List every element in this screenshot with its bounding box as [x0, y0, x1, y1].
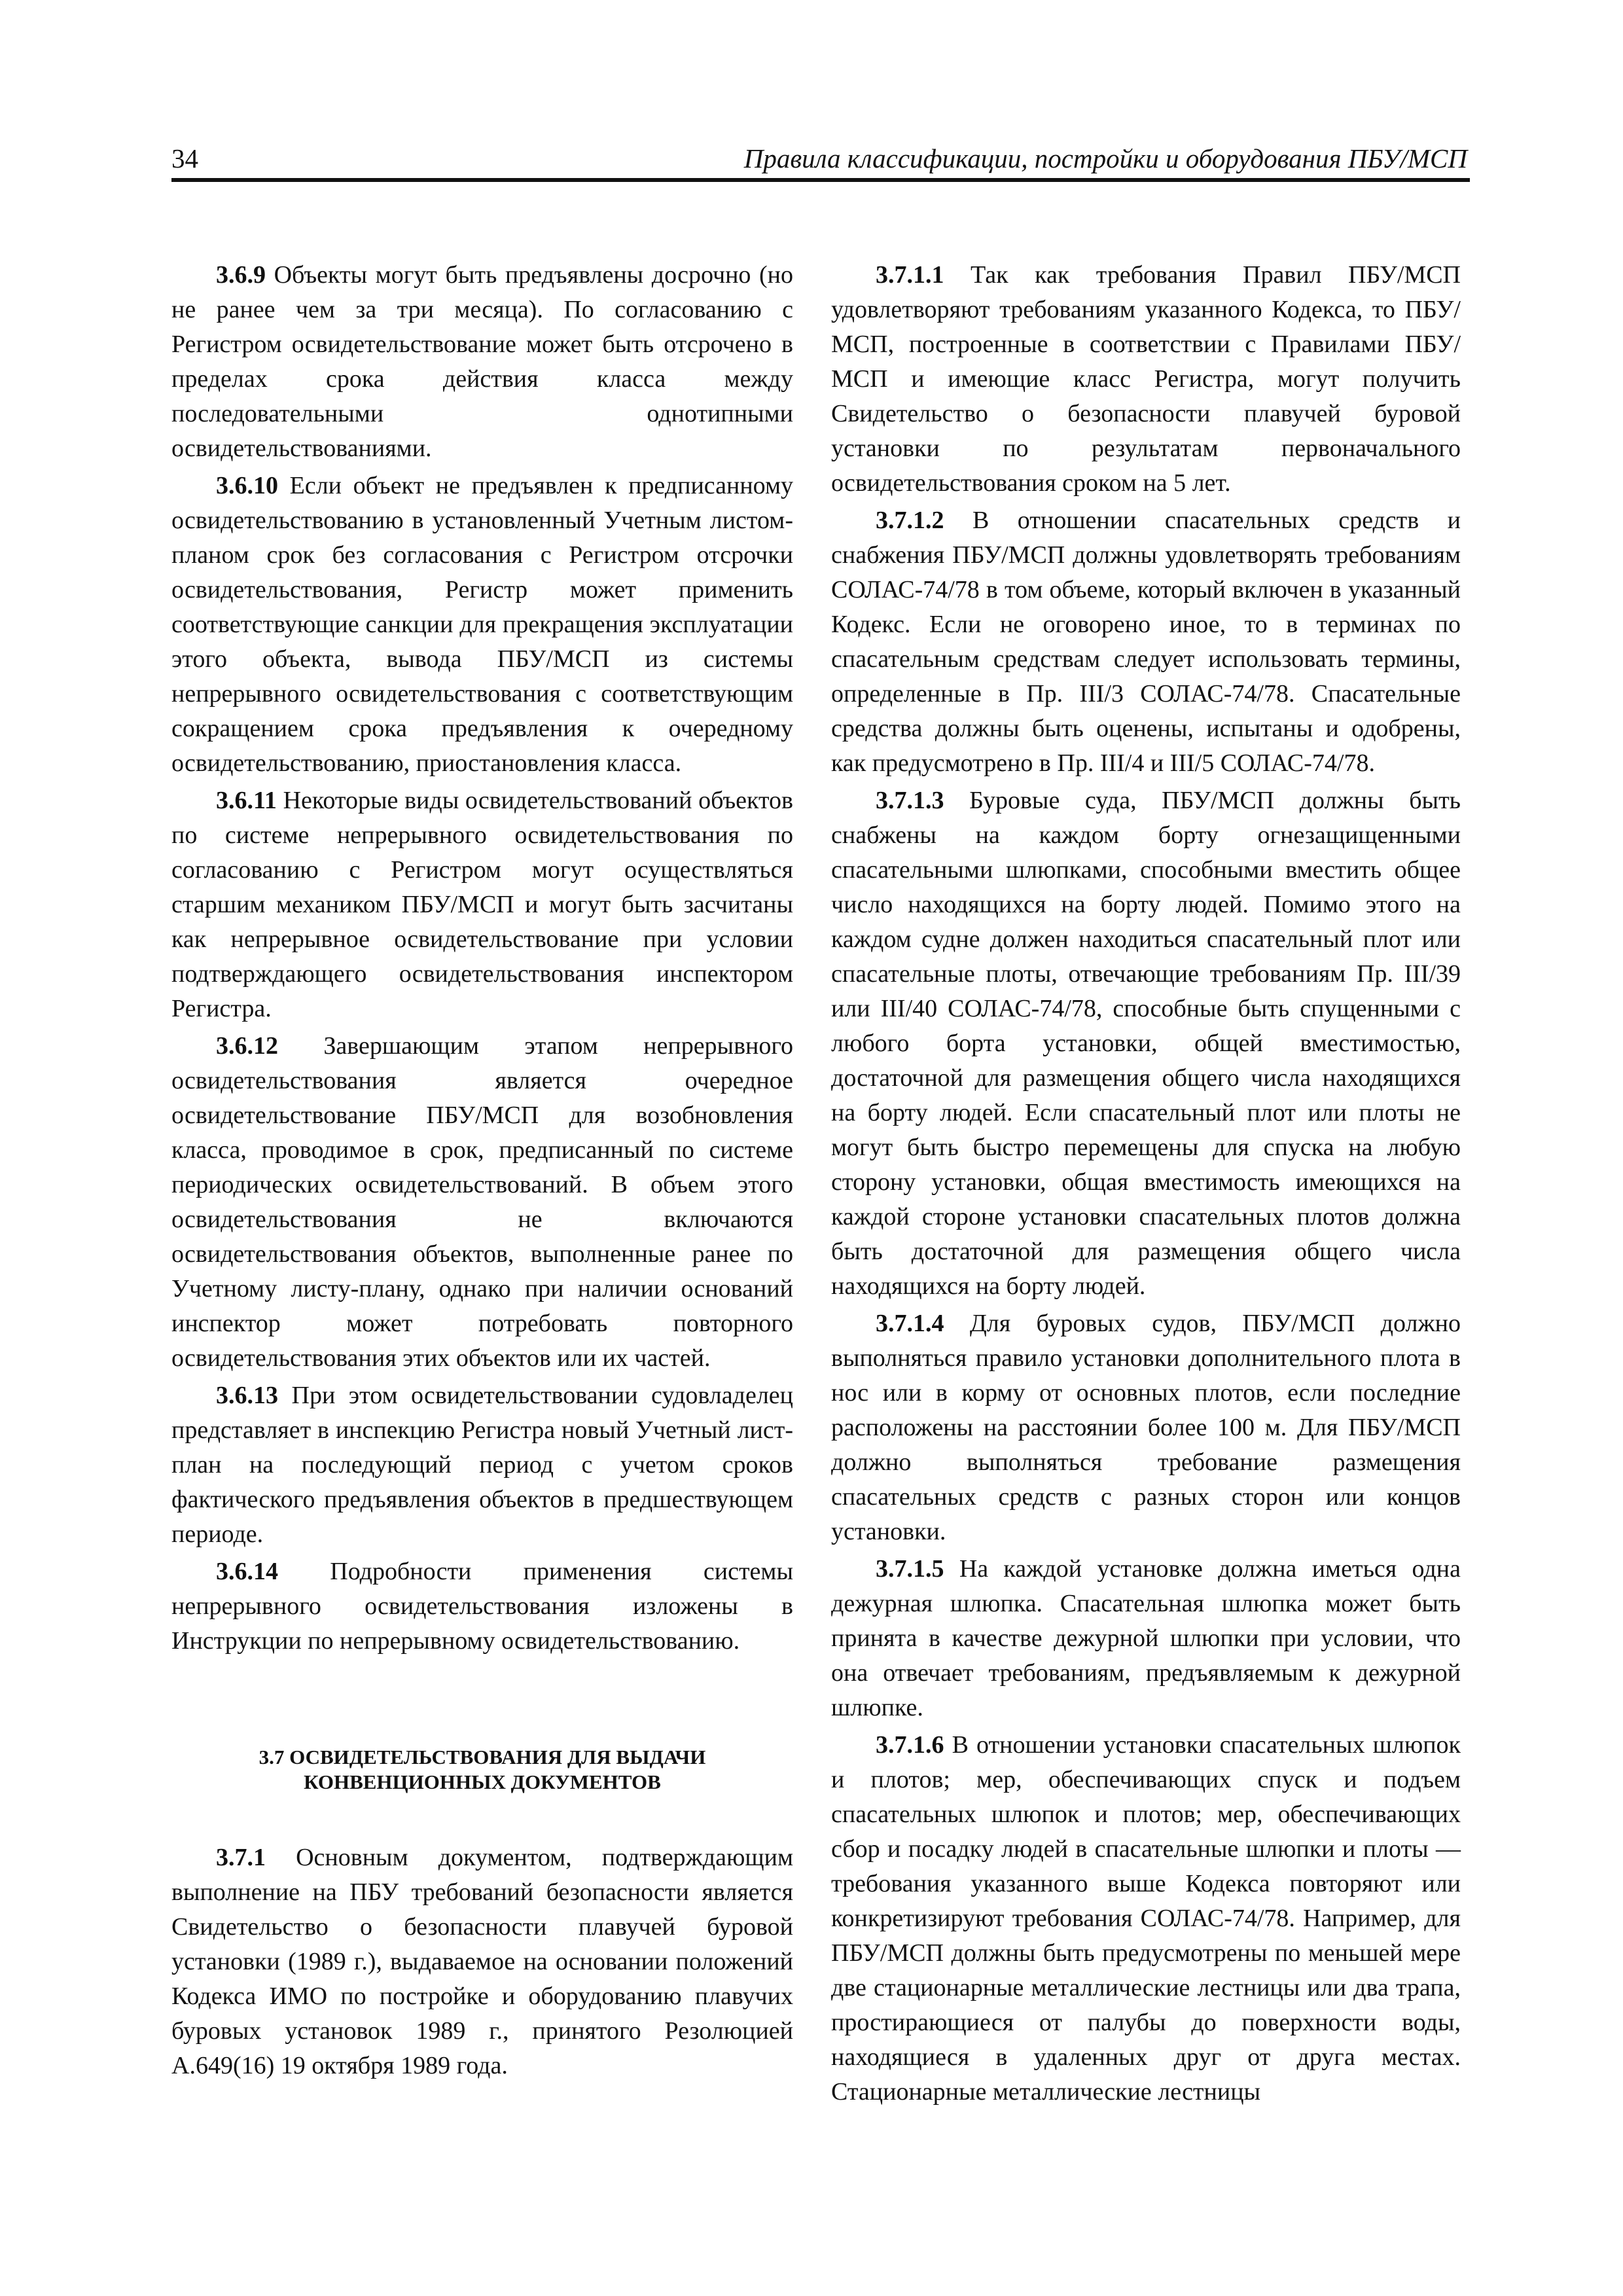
paragraph-text: В отношении установки спасательных шлюпок и плотов; мер, обеспечивающих спуск и подъем спасательных шлюпок и плотов; мер, обеспечивающих сбор и посадку людей в спасательные шлюпки и плоты — требования указанного выше Кодекса повторяют или конкретизируют требования СОЛАС-74/78. Например, для ПБУ/МСП должны быть предусмотрены по меньшей мере две стационарные металлические лестницы или два трапа, простирающиеся от палубы до поверхности воды, находящиеся в удаленных друг от друга местах. Стационарные металлические лестницы	[831, 1731, 1461, 2106]
paragraph-number: 3.6.14	[216, 1558, 278, 1585]
paragraph-number: 3.6.12	[216, 1032, 278, 1060]
paragraph-number: 3.7.1.5	[876, 1555, 944, 1583]
paragraph-text: Буровые суда, ПБУ/МСП должны быть снабжены на каждом борту огнезащищенными спасательными шлюпками, способными вместить общее число находящихся на борту людей. Помимо этого на каждом судне должен находиться спасательный плот или спасательные плоты, отвечающие требованиям Пр. III/39 или III/40 СОЛАС-74/78, способные быть спущенными с любого борта установки, общей вместимостью, достаточной для размещения общего числа находящихся на борту людей. Если спасательный плот или плоты не могут быть быстро перемещены для спуска на любую сторону установки, общая вместимость имеющихся на каждой стороне установки спасательных плотов должна быть достаточной для размещения общего числа находящихся на борту людей.	[831, 787, 1461, 1300]
paragraph-3-6-12	[171, 1029, 793, 1376]
paragraph-3-6-14	[171, 1554, 793, 1659]
paragraph-3-6-10	[171, 469, 793, 781]
paragraph-text: Завершающим этапом непрерывного освидетельствования является очередное освидетельствование ПБУ/МСП для возобновления класса, проводимое в срок, предписанный по системе периодических освидетельствований. В объем этого освидетельствования не включаются освидетельствования объектов, выполненные ранее по Учетному листу-плану, однако при наличии оснований инспектор может потребовать повторного освидетельствования этих объектов или их частей.	[171, 1032, 794, 1372]
page-header	[171, 139, 1470, 182]
right-column	[831, 258, 1461, 2109]
paragraph-text: Для буровых судов, ПБУ/МСП должно выполняться правило установки дополнительного плота в нос или в корму от основных плотов, если последние расположены на расстоянии более 100 м. Для ПБУ/МСП должно выполняться требование размещения спасательных средств с разных сторон или концов установки.	[831, 1310, 1461, 1545]
paragraph-number: 3.7.1	[216, 1844, 266, 1871]
paragraph-text: В отношении спасательных средств и снабжения ПБУ/МСП должны удовлетворять требованиям СОЛАС-74/78 в том объеме, который включен в указанный Кодекс. Если не оговорено иное, то в терминах по спасательным средствам следует использовать термины, определенные в Пр. III/3 СОЛАС-74/78. Спасательные средства должны быть оценены, испытаны и одобрены, как предусмотрено в Пр. III/4 и III/5 СОЛАС-74/78.	[831, 507, 1461, 777]
paragraph-number: 3.7.1.4	[876, 1310, 944, 1337]
page-number: 34	[171, 143, 198, 173]
paragraph-number: 3.6.9	[216, 261, 266, 289]
section-heading-3-7: 3.7 ОСВИДЕТЕЛЬСТВОВАНИЯ ДЛЯ ВЫДАЧИ КОНВЕНЦИОННЫХ ДОКУМЕНТОВ	[259, 1746, 706, 1793]
running-title: Правила классификации, постройки и оборудования ПБУ/МСП	[743, 143, 1467, 173]
paragraph-text: Так как требования Правил ПБУ/МСП удовлетворяют требованиям указанного Кодекса, то ПБУ/МСП, построенные в соответствии с Правилами ПБУ/МСП и имеющие класс Регистра, могут получить Свидетельство о безопасности плавучей буровой установки по результатам первоначального освидетельствования сроком на 5 лет.	[831, 261, 1461, 497]
paragraph-3-6-13	[171, 1378, 793, 1552]
paragraph-3-6-11	[171, 783, 793, 1026]
paragraph-number: 3.6.11	[216, 787, 277, 814]
paragraph-number: 3.7.1.1	[876, 261, 944, 289]
paragraph-text: Некоторые виды освидетельствований объектов по системе непрерывного освидетельствования по согласованию с Регистром могут осуществляться старшим механиком ПБУ/МСП и могут быть засчитаны как непрерывное освидетельствование при условии подтверждающего освидетельствования инспектором Регистра.	[171, 787, 793, 1022]
paragraph-text: При этом освидетельствовании судовладелец представляет в инспекцию Регистра новый Учетный лист-план на последующий период с учетом сроков фактического предъявления объектов в предшествующем периоде.	[171, 1382, 793, 1548]
paragraph-3-7-1-3	[831, 783, 1461, 1304]
paragraph-number: 3.6.13	[216, 1382, 278, 1409]
paragraph-3-6-9	[171, 258, 793, 466]
paragraph-3-7-1-6	[831, 1728, 1461, 2109]
paragraph-number: 3.6.10	[216, 472, 278, 499]
paragraph-number: 3.7.1.3	[876, 787, 944, 814]
paragraph-3-7-1-2	[831, 503, 1461, 781]
paragraph-3-7-1-5	[831, 1552, 1461, 1725]
left-column	[171, 258, 793, 2083]
paragraph-text: Основным документом, подтверждающим выполнение на ПБУ требований безопасности является Свидетельство о безопасности плавучей буровой установки (1989 г.), выдаваемое на основании положений Кодекса ИМО по постройке и оборудованию плавучих буровых установок 1989 г., принятого Резолюцией А.649(16) 19 октября 1989 года.	[171, 1844, 793, 2079]
paragraph-text: На каждой установке должна иметься одна дежурная шлюпка. Спасательная шлюпка может быть принята в качестве дежурной шлюпки при условии, что она отвечает требованиям, предъявляемым к дежурной шлюпке.	[831, 1555, 1461, 1721]
paragraph-3-7-1-1	[831, 258, 1461, 501]
paragraph-text: Подробности применения системы непрерывного освидетельствования изложены в Инструкции по непрерывному освидетельствованию.	[171, 1558, 793, 1655]
paragraph-number: 3.7.1.2	[876, 507, 944, 534]
paragraph-text: Объекты могут быть предъявлены досрочно (но не ранее чем за три месяца). По согласованию с Регистром освидетельствование может быть отсрочено в пределах срока действия класса между последовательными однотипными освидетельствованиями.	[171, 261, 794, 462]
paragraph-3-7-1	[171, 1840, 793, 2083]
paragraph-3-7-1-4	[831, 1306, 1461, 1549]
paragraph-number: 3.7.1.6	[876, 1731, 944, 1759]
paragraph-text: Если объект не предъявлен к предписанному освидетельствованию в установленный Учетным листом-планом срок без согласования с Регистром отсрочки освидетельствования, Регистр может применить соответствующие санкции для прекращения эксплуатации этого объекта, вывода ПБУ/МСП из системы непрерывного освидетельствования с соответствующим сокращением срока предъявления к очередному освидетельствованию, приостановления класса.	[171, 472, 793, 777]
